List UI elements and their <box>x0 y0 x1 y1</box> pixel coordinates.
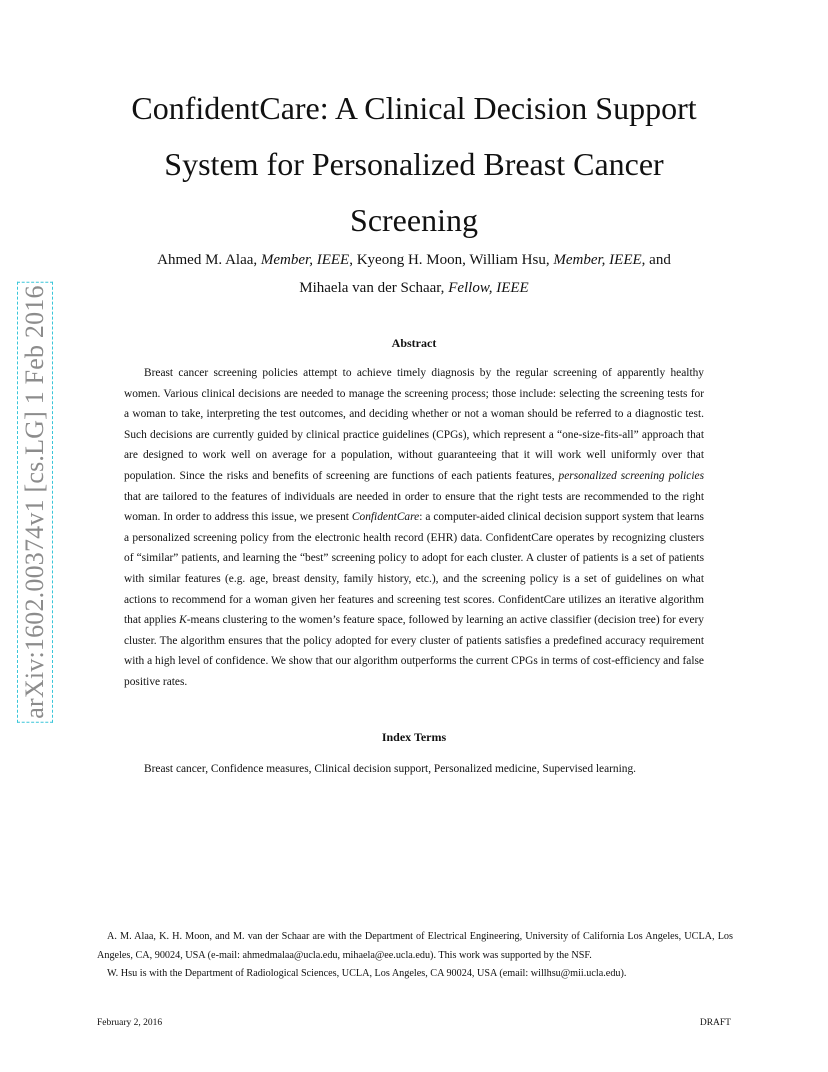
abstract-emphasis-1: personalized screening policies <box>558 469 704 482</box>
title-line-2: System for Personalized Breast Cancer <box>164 146 664 182</box>
author-line-2 <box>100 274 728 302</box>
footnote-1: A. M. Alaa, K. H. Moon, and M. van der Schaar are with the Department of Electrical Engineering, University of California Los Angeles, UCLA, Los Angeles, CA, 90024, USA (e-mail: ahmedmalaa@ucla.edu, mihaela@ee.ucla.edu). This work was supported by the NSF. <box>97 931 733 961</box>
index-terms-heading: Index Terms <box>381 730 447 744</box>
author-2-name: , Kyeong H. Moon, William Hsu, <box>349 252 554 268</box>
author-conjunction: , and <box>641 252 671 268</box>
footer-date: February 2, 2016 <box>97 1018 163 1028</box>
abstract-body <box>124 363 704 693</box>
abstract-text-2: that are tailored to the features of individuals are needed in order to ensure that the right tests are recommended to the right woman. In order to address this issue, we present <box>124 490 704 524</box>
author-3-role: Fellow, IEEE <box>448 280 529 296</box>
abstract-text-4: -means clustering to the women’s feature space, followed by learning an active classifier (decision tree) for every cluster. The algorithm ensures that the policy adopted for every cluster of patients satisfies a predefined accuracy requirement with a high level of confidence. We show that our algorithm outperforms the current CPGs in terms of cost-efficiency and false positive rates. <box>124 614 704 688</box>
footnote-2: W. Hsu is with the Department of Radiological Sciences, UCLA, Los Angeles, CA 90024, USA (email: willhsu@mii.ucla.edu). <box>107 968 627 979</box>
arxiv-id-stamp[interactable]: arXiv:1602.00374v1 [cs.LG] 1 Feb 2016 <box>17 281 53 722</box>
abstract-math-k: K <box>179 614 187 627</box>
abstract-heading: Abstract <box>391 336 437 350</box>
author-1-role: Member, IEEE <box>260 252 350 268</box>
footer-status: DRAFT <box>699 1018 731 1028</box>
abstract-emphasis-2: ConfidentCare <box>351 511 420 524</box>
author-2-role: Member, IEEE <box>553 252 642 268</box>
author-3-name: Mihaela van der Schaar, <box>299 280 449 296</box>
abstract-text-1: Breast cancer screening policies attempt to achieve timely diagnosis by the regular screening of apparently healthy women. Various clinical decisions are needed to manage the screening process; those include: selecting the screening tests for a woman to take, interpreting the test outcomes, and deciding whether or not a woman should be referred to a diagnostic test. Such decisions are currently guided by clinical practice guidelines (CPGs), which represent a “one-size-fits-all” approach that are designed to work well on average for a population, without guaranteeing that it will work well uniformly over that population. Since the risks and benefits of screening are functions of each patients features, <box>124 367 704 482</box>
footnotes <box>97 928 733 984</box>
page-footer <box>97 1018 731 1028</box>
author-list <box>100 246 728 302</box>
index-terms-text: Breast cancer, Confidence measures, Clinical decision support, Personalized medicine, Supervised learning. <box>144 763 637 775</box>
author-1-name: Ahmed M. Alaa, <box>157 252 261 268</box>
paper-title <box>0 80 828 248</box>
abstract-text-3: : a computer-aided clinical decision support system that learns a personalized screening policy from the electronic health record (EHR) data. ConfidentCare operates by recognizing clusters of “similar” patients, and learning the “best” screening policy to adopt for each cluster. A cluster of patients is a set of patients with similar features (e.g. age, breast density, family history, etc.), and the screening policy is a set of guidelines on what actions to recommend for a woman given her features and screening test scores. ConfidentCare utilizes an iterative algorithm that applies <box>124 511 704 627</box>
title-line-3: Screening <box>350 202 478 238</box>
author-line-1 <box>100 246 728 274</box>
title-line-1: ConfidentCare: A Clinical Decision Support <box>131 90 697 126</box>
